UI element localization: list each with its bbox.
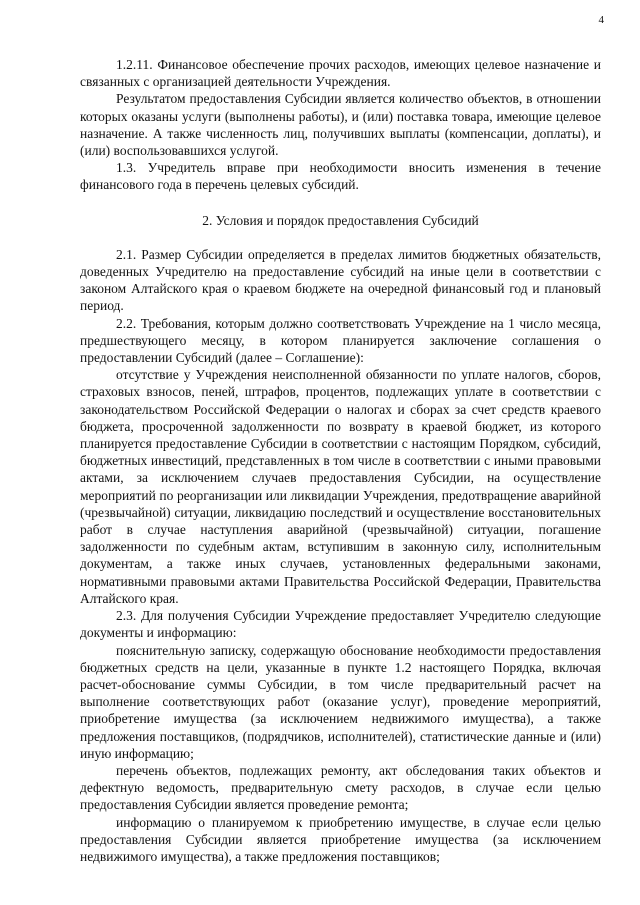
paragraph-2-3: 2.3. Для получения Субсидии Учреждение предоставляет Учредителю следующие документы и информацию: [80, 608, 601, 641]
paragraph-1-3: 1.3. Учредитель вправе при необходимости вносить изменения в течение финансового года в перечень целевых субсидий. [80, 160, 601, 193]
paragraph-1-2-11: 1.2.11. Финансовое обеспечение прочих расходов, имеющих целевое назначение и связанных с организацией деятельности Учреждения. [80, 57, 601, 90]
paragraph-subsidy-result: Результатом предоставления Субсидии является количество объектов, в отношении которых оказаны услуги (выполнены работы), и (или) поставка товара, имеющие целевое назначение. А также численность лиц, получивших выплаты (компенсации, доплаты), и (или) воспользовавшихся услугой. [80, 91, 601, 159]
paragraph-no-debt-requirement: отсутствие у Учреждения неисполненной обязанности по уплате налогов, сборов, страховых взносов, пеней, штрафов, процентов, подлежащих уплате в соответствии с законодательством Российской Федерации о налогах и сборах за счет средств краевого бюджета, просроченной задолженности по возврату в краевой бюджет, из которого планируется предоставление Субсидии в соответствии с настоящим Порядком, субсидий, бюджетных инвестиций, представленных в том числе в соответствии с иными правовыми актами, за исключением случаев предоставления Субсидии, на осуществление мероприятий по реорганизации или ликвидации Учреждения, предотвращение аварийной (чрезвычайной) ситуации, ликвидацию последствий и осуществление восстановительных работ в случае наступления аварийной (чрезвычайной) ситуации, погашение задолженности по судебным актам, вступившим в законную силу, исполнительным документам, а также иных случаев, установленных федеральными законами, нормативными правовыми актами Правительства Российской Федерации, Правительства Алтайского края. [80, 367, 601, 606]
paragraph-explanatory-note: пояснительную записку, содержащую обоснование необходимости предоставления бюджетных средств на цели, указанные в пункте 1.2 настоящего Порядка, включая расчет-обоснование суммы Субсидии, в том числе предварительный расчет на выполнение соответствующих работ (оказание услуг), проведение мероприятий, приобретение имущества (за исключением недвижимого имущества), а также предложения поставщиков, (подрядчиков, исполнителей), статистические данные и (или) иную информацию; [80, 642, 601, 761]
page-number: 4 [598, 14, 604, 26]
paragraph-property-info: информацию о планируемом к приобретению имуществе, в случае если целью предоставления Субсидии является приобретение имущества (за исключением недвижимого имущества), а также предложения поставщиков; [80, 814, 601, 864]
section-heading-2: 2. Условия и порядок предоставления Субсидий [202, 212, 479, 228]
document-body [80, 56, 601, 865]
paragraph-2-2: 2.2. Требования, которым должно соответствовать Учреждение на 1 число месяца, предшествующего месяцу, в котором планируется заключение соглашения о предоставлении Субсидий (далее – Соглашение): [80, 315, 601, 366]
paragraph-repair-objects: перечень объектов, подлежащих ремонту, акт обследования таких объектов и дефектную ведомость, предварительную смету расходов, в случае если целью предоставления Субсидии является проведение ремонта; [80, 762, 601, 813]
paragraph-2-1: 2.1. Размер Субсидии определяется в пределах лимитов бюджетных обязательств, доведенных Учредителю на предоставление субсидий на иные цели в соответствии с законом Алтайского края о краевом бюджете на очередной финансовый год и плановый период. [80, 246, 601, 314]
